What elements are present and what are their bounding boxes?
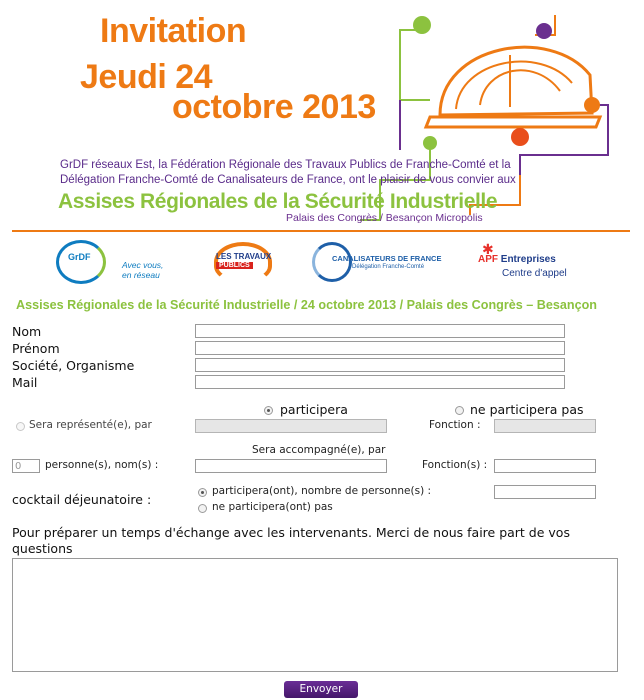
travaux-publics-line2: PUBLICS [216, 262, 253, 269]
nom-label: Nom [12, 324, 42, 339]
form-title: Assises Régionales de la Sécurité Industrielle / 24 octobre 2013 / Palais des Congrès – Besançon [16, 298, 597, 312]
societe-input[interactable] [195, 358, 565, 372]
apf-line1: APF Entreprises [478, 254, 556, 265]
mail-label: Mail [12, 375, 38, 390]
fonction-label: Fonction : [429, 419, 481, 431]
envoyer-button[interactable]: Envoyer [284, 681, 358, 698]
cocktail-participeront-radio[interactable] [198, 488, 207, 497]
canalisateurs-line2: Délégation Franche-Comté [352, 264, 425, 270]
event-name: Assises Régionales de la Sécurité Industrielle [58, 190, 498, 213]
cocktail-nombre-input[interactable] [494, 485, 596, 499]
grdf-name: GrDF [68, 252, 91, 262]
nom-input[interactable] [195, 324, 565, 338]
personnes-count-input[interactable] [12, 459, 40, 473]
represente-label: Sera représenté(e), par [29, 419, 152, 431]
participera-radio[interactable] [264, 406, 273, 415]
apf-emblem-icon: ✱ [482, 242, 494, 258]
fonctions-label: Fonction(s) : [422, 459, 488, 471]
prenom-input[interactable] [195, 341, 565, 355]
cocktail-ne-participeront-radio[interactable] [198, 504, 207, 513]
represente-input[interactable] [195, 419, 387, 433]
societe-label: Société, Organisme [12, 358, 135, 373]
fonctions-input[interactable] [494, 459, 596, 473]
event-date-line2: octobre 2013 [172, 88, 376, 126]
apf-line2: Centre d'appel [502, 268, 567, 279]
questions-textarea[interactable] [12, 558, 618, 672]
canalisateurs-line1: CANALISATEURS DE FRANCE [332, 254, 442, 263]
questions-label: Pour préparer un temps d'échange avec les intervenants. Merci de nous faire part de vos questions [12, 525, 570, 556]
invitation-title: Invitation [100, 12, 247, 50]
banner-divider [12, 230, 630, 232]
apf-logo [472, 240, 592, 284]
accompagnants-noms-input[interactable] [195, 459, 387, 473]
ne-participera-label: ne participera pas [470, 402, 584, 417]
travaux-publics-line1: LES TRAVAUX [216, 252, 272, 261]
invitation-banner [0, 0, 644, 230]
accompagne-label: Sera accompagné(e), par [252, 444, 386, 456]
grdf-logo [54, 240, 166, 284]
represente-radio[interactable] [16, 422, 25, 431]
mail-input[interactable] [195, 375, 565, 389]
cocktail-participeront-label: participera(ont), nombre de personne(s) : [212, 485, 432, 497]
ne-participera-radio[interactable] [455, 406, 464, 415]
participera-label: participera [280, 402, 348, 417]
event-venue: Palais des Congrès / Besançon Micropolis [286, 212, 483, 224]
invitation-intro-text: GrDF réseaux Est, la Fédération Régionale des Travaux Publics de Franche-Comté et la Délégation Franche-Comté de Canalisateurs de France, ont le plaisir de vous convier aux [60, 159, 516, 186]
grdf-emblem-icon [56, 240, 106, 284]
event-date-line1: Jeudi 24 [80, 58, 213, 96]
cocktail-label: cocktail déjeunatoire : [12, 492, 152, 507]
canalisateurs-logo [312, 240, 442, 284]
cocktail-ne-participeront-label: ne participera(ont) pas [212, 501, 333, 513]
prenom-label: Prénom [12, 341, 60, 356]
personnes-label: personne(s), nom(s) : [45, 459, 159, 471]
fonction-input[interactable] [494, 419, 596, 433]
travaux-publics-logo [208, 240, 280, 284]
grdf-tagline: Avec vous, en réseau [122, 260, 164, 280]
